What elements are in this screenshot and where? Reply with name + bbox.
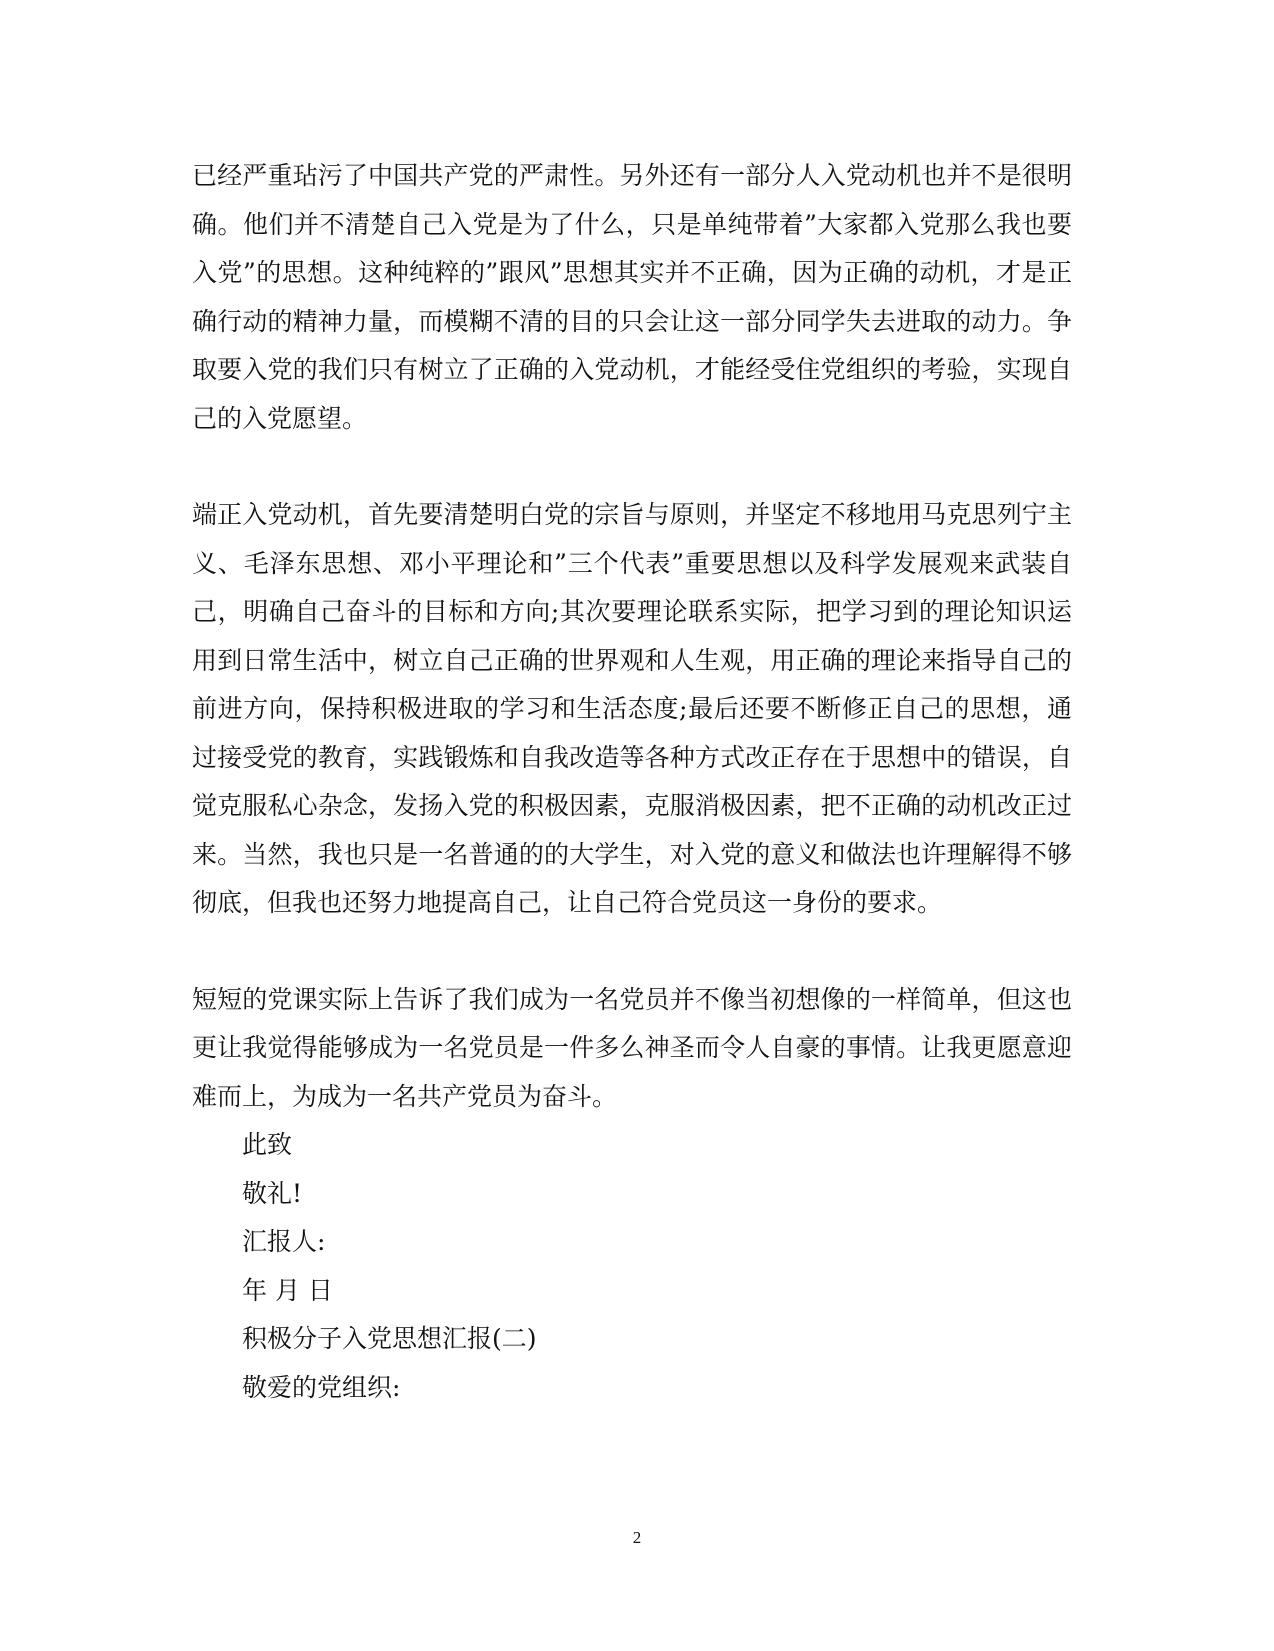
paragraph-3: 短短的党课实际上告诉了我们成为一名党员并不像当初想像的一样简单，但这也更让我觉得能够成为一名党员是一件多么神圣而令人自豪的事情。让我更愿意迎难而上，为成为一名共产党员为奋斗。 — [192, 984, 1072, 1111]
regards: 敬礼! — [242, 1178, 303, 1208]
paragraph-1: 已经严重玷污了中国共产党的严肃性。另外还有一部分人入党动机也并不是很明确。他们并不清楚自己入党是为了什么，只是单纯带着”大家都入党那么我也要入党”的思想。这种纯粹的”跟风”思想其实并不正确，因为正确的动机，才是正确行动的精神力量，而模糊不清的目的只会让这一部分同学失去进取的动力。争取要入党的我们只有树立了正确的入党动机，才能经受住党组织的考验，实现自己的入党愿望。 — [192, 161, 1072, 433]
date-line: 年 月 日 — [242, 1275, 333, 1305]
document-body — [192, 152, 1072, 1412]
salutation: 此致 — [242, 1130, 293, 1159]
next-report-title: 积极分子入党思想汇报(二) — [242, 1324, 537, 1353]
paragraph-2: 端正入党动机，首先要清楚明白党的宗旨与原则，并坚定不移地用马克思列宁主义、毛泽东思想、邓小平理论和”三个代表”重要思想以及科学发展观来武装自己，明确自己奋斗的目标和方向;其次要理论联系实际，把学习到的理论知识运用到日常生活中，树立自己正确的世界观和人生观，用正确的理论来指导自己的前进方向，保持积极进取的学习和生活态度;最后还要不断修正自己的思想，通过接受党的教育，实践锻炼和自我改造等各种方式改正存在于思想中的错误，自觉克服私心杂念，发扬入党的积极因素，克服消极因素，把不正确的动机改正过来。当然，我也只是一名普通的的大学生，对入党的意义和做法也许理解得不够彻底，但我也还努力地提高自己，让自己符合党员这一身份的要求。 — [192, 500, 1072, 917]
reporter-label: 汇报人: — [242, 1227, 326, 1256]
next-report-greeting: 敬爱的党组织: — [242, 1372, 401, 1402]
page-number: 2 — [632, 1528, 642, 1547]
closing-block — [192, 1121, 1072, 1412]
